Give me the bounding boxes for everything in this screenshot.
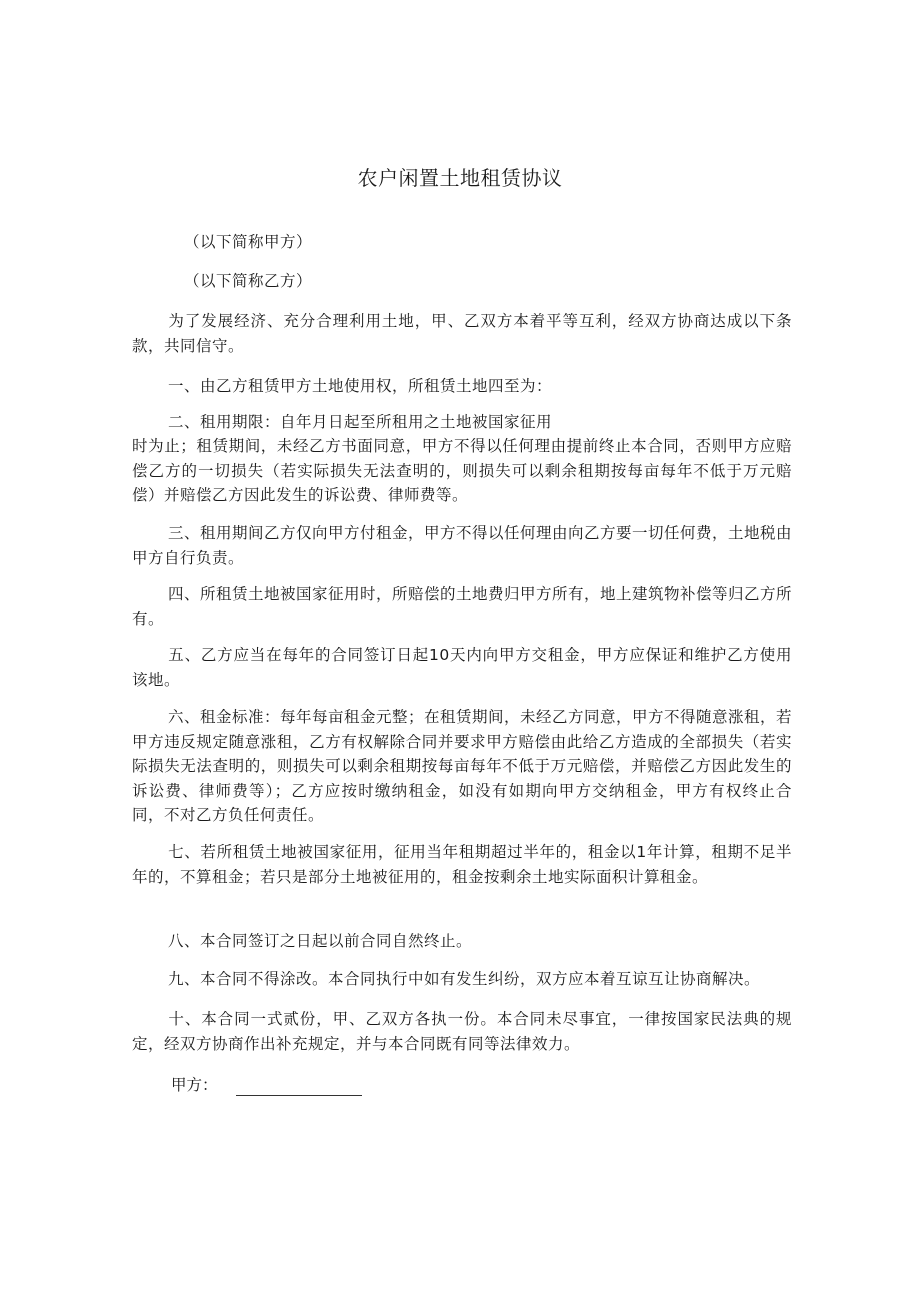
clause-2-continued-text: 时为止；租赁期间，未经乙方书面同意，甲方不得以任何理由提前终止本合同，否则甲方应赔偿乙方的一切损失（若实际损失无法查明的，则损失可以剩余租期按每亩每年不低于万元赔偿）并赔偿乙方因此发生的诉讼费、律师费等。 <box>132 437 792 504</box>
party-b-note: （以下简称乙方） <box>184 272 313 290</box>
clause-7 <box>132 840 792 889</box>
clause-1-text: 一、由乙方租赁甲方土地使用权，所租赁土地四至为： <box>168 377 553 395</box>
document-title: 农户闲置土地租赁协议 <box>357 166 563 190</box>
clause-6 <box>132 705 792 828</box>
clause-2-text: 二、租用期限：自年月日起至所租用之土地被国家征用 <box>168 413 553 431</box>
clause-5 <box>132 643 792 692</box>
preamble-paragraph <box>132 309 792 358</box>
clause-10 <box>132 1007 792 1056</box>
clause-1 <box>132 374 792 399</box>
clause-9 <box>132 967 792 992</box>
clause-6-text: 六、租金标准：每年每亩租金元整；在租赁期间，未经乙方同意，甲方不得随意涨租，若甲方违反规定随意涨租，乙方有权解除合同并要求甲方赔偿由此给乙方造成的全部损失（若实际损失无法查明的，则损失可以剩余租期按每亩每年不低于万元赔偿，并赔偿乙方因此发生的诉讼费、律师费等）；乙方应按时缴纳租金，如没有如期向甲方交纳租金，甲方有权终止合同，不对乙方负任何责任。 <box>132 708 793 824</box>
clause-3-text: 三、租用期间乙方仅向甲方付租金，甲方不得以任何理由向乙方要一切任何费，土地税由甲方自行负责。 <box>132 524 793 567</box>
clause-9-text: 九、本合同不得涂改。本合同执行中如有发生纠纷，双方应本着互谅互让协商解决。 <box>168 970 761 988</box>
clause-8-text: 八、本合同签订之日起以前合同自然终止。 <box>168 932 473 950</box>
clause-7-text: 七、若所租赁土地被国家征用，征用当年租期超过半年的，租金以1年计算，租期不足半年的，不算租金；若只是部分土地被征用的，租金按剩余土地实际面积计算租金。 <box>132 843 792 886</box>
party-a-note: （以下简称甲方） <box>184 233 313 251</box>
clause-4-text: 四、所租赁土地被国家征用时，所赔偿的土地费归甲方所有，地上建筑物补偿等归乙方所有。 <box>132 585 793 628</box>
clause-3 <box>132 521 792 570</box>
signature-label: 甲方： <box>171 1076 218 1094</box>
clause-2 <box>132 410 792 435</box>
signature-row <box>171 1074 362 1096</box>
clause-2-continued <box>132 434 792 508</box>
preamble-text: 为了发展经济、充分合理利用土地，甲、乙双方本着平等互利，经双方协商达成以下条款，共同信守。 <box>132 312 792 355</box>
clause-4 <box>132 582 792 631</box>
clause-5-text: 五、乙方应当在每年的合同签订日起10天内向甲方交租金，甲方应保证和维护乙方使用该地。 <box>132 646 792 689</box>
clause-10-text: 十、本合同一式贰份，甲、乙双方各执一份。本合同未尽事宜，一律按国家民法典的规定，经双方协商作出补充规定，并与本合同既有同等法律效力。 <box>132 1010 792 1053</box>
signature-line <box>236 1079 362 1096</box>
clause-8 <box>132 929 792 954</box>
